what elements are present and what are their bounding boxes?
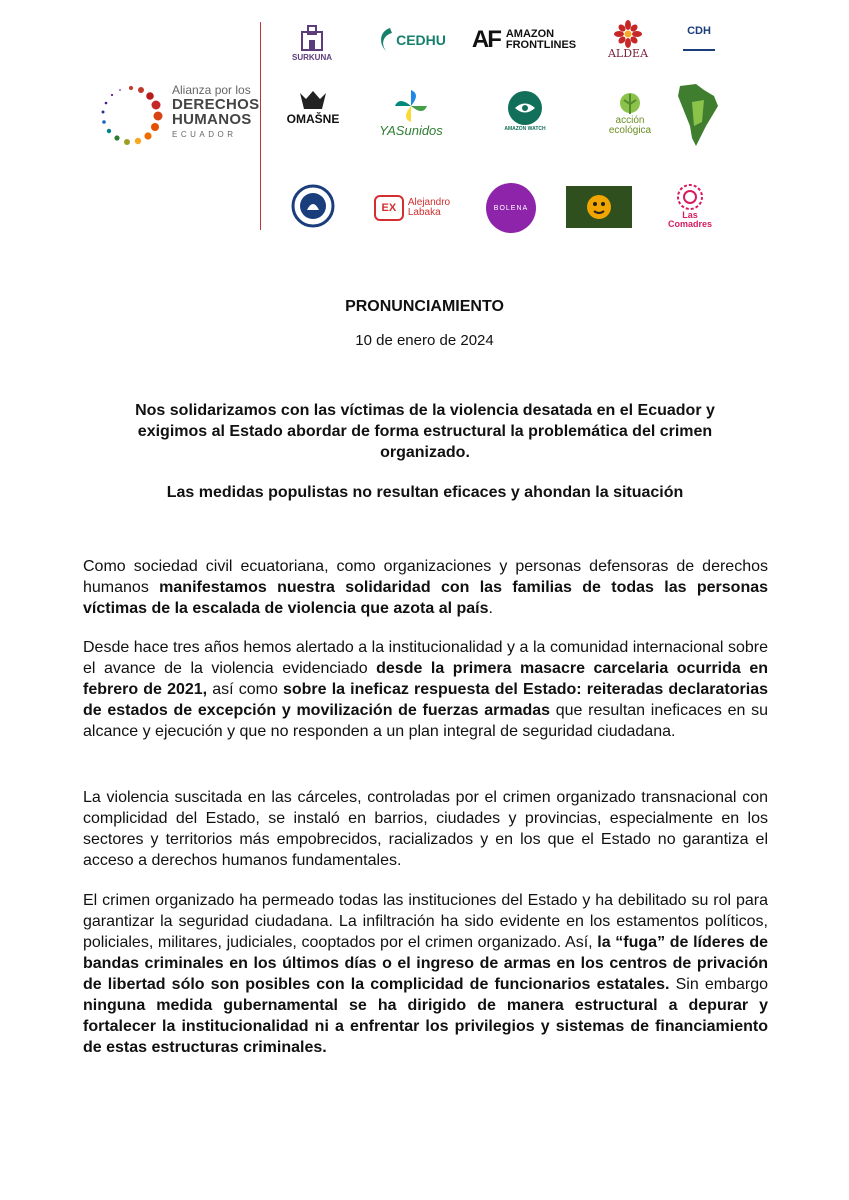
af-monogram-icon: AF	[471, 26, 500, 53]
alliance-line-3: HUMANOS	[172, 111, 252, 129]
p4-text-b: la “fuga” de líderes de bandas criminales en los últimos días o el ingreso de armas en los centros de privación de libertad sólo son posibles con la complicidad de funcionarios estatales.	[83, 934, 769, 993]
alliance-line-1: Alianza por los	[172, 83, 251, 97]
document-date: 10 de enero de 2024	[355, 332, 494, 349]
eye-icon	[508, 91, 542, 125]
logo-header	[0, 0, 849, 250]
labaka-caption-1: Alejandro	[407, 197, 451, 208]
accion-caption-1: acción	[615, 115, 645, 126]
omasne-logo	[286, 84, 340, 130]
amazon-frontlines-line-2: FRONTLINES	[505, 39, 577, 51]
labaka-caption-2: Labaka	[407, 207, 441, 218]
alliance-line-4: ECUADOR	[172, 130, 237, 140]
aldea-caption: ALDEA	[607, 46, 649, 60]
cedhu-caption: CEDHU	[396, 32, 446, 48]
labaka-mark-icon: EX	[374, 195, 404, 221]
seal-icon	[291, 184, 335, 228]
paragraph-3: La violencia suscitada en las cárceles, controladas por el crimen organizado transnacional con complicidad del Estado, se instaló en barrios, ciudades y provincias, especialmente en los sectores y territorios más empobrecidos, racializados y en los que el Estado no garantiza el acceso a derechos humanos fundamentales.	[83, 789, 768, 869]
cdh-logo	[676, 18, 722, 58]
surkuna-caption: SURKUNA	[292, 53, 332, 62]
las-comadres-caption: Las Comadres	[667, 210, 712, 229]
amazon-frontlines-logo	[471, 22, 577, 58]
mandala-icon	[676, 183, 704, 211]
amazon-watch-caption: AMAZON WATCH	[504, 125, 546, 132]
amazon-frontlines-line-1: AMAZON	[505, 28, 555, 40]
page-title: PRONUNCIAMIENTO	[345, 298, 504, 315]
accion-caption-2: ecológica	[608, 125, 652, 136]
p2-text-e: que resultan ineficaces en su alcance y ejecución y que no responden a un plan integral de seguridad ciudadana.	[83, 702, 768, 740]
p2-text-a: Desde hace tres años hemos alertado a la institucionalidad y a la comunidad internacional sobre el avance de la violencia evidenciado	[83, 639, 768, 677]
p2-text-b: desde la primera masacre carcelaria ocurrida en febrero de 2021,	[83, 660, 769, 698]
yasunidos-logo	[378, 82, 444, 142]
header-divider	[260, 22, 261, 230]
amazon-watch-logo	[500, 88, 550, 134]
p1-text-a: Como sociedad civil ecuatoriana, como organizaciones y personas defensoras de derechos humanos	[83, 558, 768, 596]
subtitle-main: Nos solidarizamos con las víctimas de la violencia desatada en el Ecuador y exigimos al Estado abordar de forma estructural la problemática del crimen organizado.	[135, 402, 715, 461]
geografia-critica-logo	[672, 80, 722, 150]
yasunidos-caption: YASunidos	[379, 122, 443, 138]
seal-logo	[288, 180, 338, 232]
p4-text-c: Sin embargo	[669, 976, 768, 993]
omasne-emblem-icon	[298, 89, 328, 113]
cdh-caption: CDH	[687, 24, 711, 37]
subtitle-secondary: Las medidas populistas no resultan eficaces y ahondan la situación	[166, 484, 684, 501]
surkuna-logo	[284, 18, 340, 68]
omasne-caption: OMAŠNE	[286, 112, 340, 126]
dots-ring-icon	[96, 80, 166, 150]
paragraph-2	[83, 637, 768, 742]
paragraph-1	[83, 556, 768, 619]
latin-america-map-icon	[674, 82, 720, 148]
cedhu-swirl-icon	[376, 25, 394, 55]
p1-text-b: manifestamos nuestra solidaridad con las familias de todas las personas víctimas de la escalada de violencia que azota al país	[83, 579, 769, 617]
bolena-logo	[486, 183, 536, 233]
leaf-icon	[615, 90, 645, 116]
paragraph-4	[83, 890, 768, 1058]
aldea-logo	[600, 14, 656, 64]
alianza-ddhh-logo	[96, 80, 266, 152]
p2-text-c: así como	[207, 681, 283, 698]
jaguar-icon	[584, 192, 614, 222]
bolena-caption: BOLENA	[493, 204, 529, 212]
alliance-line-2: DERECHOS	[172, 95, 260, 113]
alejandro-labaka-logo	[372, 190, 452, 226]
cedhu-logo	[370, 20, 452, 60]
flower-icon	[614, 20, 642, 48]
accion-ecologica-logo	[600, 82, 660, 144]
jaguar-collective-logo	[566, 186, 632, 228]
p1-text-c: .	[488, 600, 493, 617]
building-icon	[299, 24, 325, 52]
las-comadres-logo	[660, 180, 720, 232]
p4-text-a: El crimen organizado ha permeado todas las instituciones del Estado y ha debilitado su rol para garantizar la seguridad ciudadana. La infiltración ha sido evidente en los estamentos políticos, policiales, militares, judiciales, cooptados por el crimen organizado. Así,	[83, 892, 768, 951]
p2-text-d: sobre la ineficaz respuesta del Estado: reiteradas declaratorias de estados de excepción y movilización de fuerzas armadas	[83, 681, 768, 719]
pinwheel-icon	[391, 88, 431, 124]
p4-text-d: ninguna medida gubernamental se ha dirigido de manera estructural a depurar y fortalecer la institucionalidad ni a enfrentar los privilegios y sistemas de financiamiento de estas estructuras criminales.	[83, 997, 768, 1056]
cdh-mark-icon	[683, 37, 715, 51]
